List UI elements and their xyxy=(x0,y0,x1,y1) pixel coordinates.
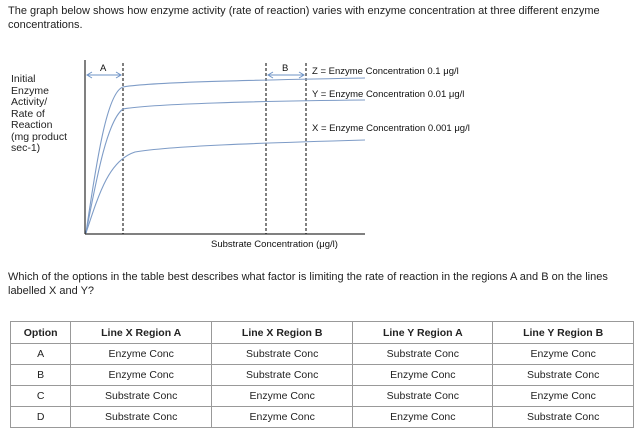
table-cell: Substrate Conc xyxy=(493,407,634,428)
y-axis-label-line: Rate of xyxy=(11,107,45,120)
table-cell: Enzyme Conc xyxy=(493,344,634,365)
header-option: Option xyxy=(11,322,71,344)
table-cell: Substrate Conc xyxy=(493,365,634,386)
table-row xyxy=(11,407,634,428)
table-row xyxy=(11,386,634,407)
table-row xyxy=(11,344,634,365)
option-letter: C xyxy=(11,386,71,407)
header-line-x-region-b: Line X Region B xyxy=(212,322,353,344)
table-cell: Substrate Conc xyxy=(353,386,493,407)
y-axis-label-line: Activity/ xyxy=(11,96,48,108)
series-x-label: X = Enzyme Concentration 0.001 μg/l xyxy=(312,123,470,134)
table-cell: Enzyme Conc xyxy=(212,407,353,428)
series-y-label: Y = Enzyme Concentration 0.01 μg/l xyxy=(312,89,465,100)
table-cell: Enzyme Conc xyxy=(493,386,634,407)
table-cell: Enzyme Conc xyxy=(71,344,212,365)
table-cell: Substrate Conc xyxy=(353,344,493,365)
region-a-label: A xyxy=(100,63,107,74)
table-cell: Enzyme Conc xyxy=(353,407,493,428)
x-axis-label: Substrate Concentration (μg/l) xyxy=(211,239,338,250)
header-line-y-region-a: Line Y Region A xyxy=(353,322,493,344)
curve-x xyxy=(86,140,365,233)
y-axis-label-line: Reaction xyxy=(11,119,53,131)
region-b-label: B xyxy=(282,63,289,74)
option-letter: A xyxy=(11,344,71,365)
table-header-row xyxy=(11,322,634,344)
y-axis-label-line: (mg product xyxy=(11,130,68,143)
table-cell: Enzyme Conc xyxy=(212,386,353,407)
table-cell: Enzyme Conc xyxy=(71,365,212,386)
header-line-y-region-b: Line Y Region B xyxy=(493,322,634,344)
table-cell: Substrate Conc xyxy=(71,407,212,428)
y-axis-label-line: sec-1) xyxy=(11,142,41,154)
table-cell: Substrate Conc xyxy=(212,344,353,365)
option-letter: D xyxy=(11,407,71,428)
question-text: Which of the options in the table best describes what factor is limiting the rate of reaction in the regions A and B on the lines labelled X and Y? xyxy=(8,271,608,297)
table-cell: Substrate Conc xyxy=(212,365,353,386)
option-letter: B xyxy=(11,365,71,386)
intro-text: The graph below shows how enzyme activity (rate of reaction) varies with enzyme concentration at three different enzyme concentrations. xyxy=(8,5,600,31)
table-cell: Substrate Conc xyxy=(71,386,212,407)
y-axis-label-line: Initial xyxy=(11,73,36,85)
y-axis-label-line: Enzyme xyxy=(11,84,49,97)
table-row xyxy=(11,365,634,386)
series-z-label: Z = Enzyme Concentration 0.1 μg/l xyxy=(312,66,459,77)
curve-y xyxy=(86,100,365,233)
options-table xyxy=(10,321,634,428)
header-line-x-region-a: Line X Region A xyxy=(71,322,212,344)
table-cell: Enzyme Conc xyxy=(353,365,493,386)
